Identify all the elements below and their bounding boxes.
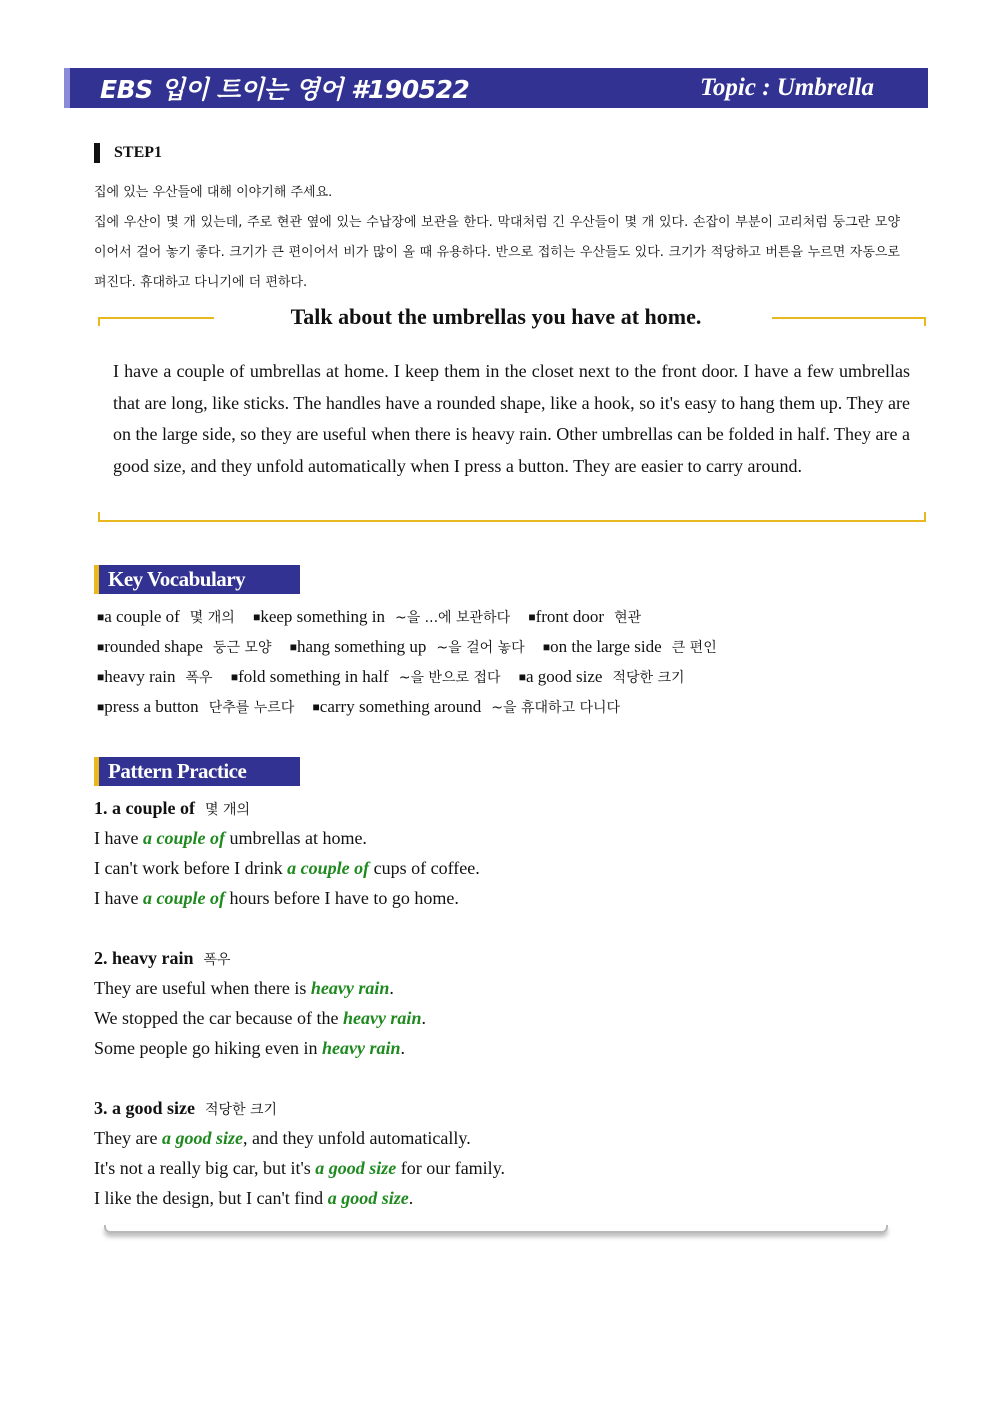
bullet-icon: ■ [230,670,239,684]
vocab-item [519,667,685,686]
sentence-text: I like the design, but I can't find [94,1188,328,1208]
vocab-en: hang something up [296,637,427,656]
sentence-text: I have [94,828,143,848]
pattern-sentence [94,823,480,853]
vocab-ko: ~을 ...에 보관하다 [394,610,511,626]
pattern-group [94,1093,505,1213]
pattern-heading [94,1093,505,1123]
pattern-number: 1. [94,798,108,818]
sentence-text: for our family. [396,1158,506,1178]
bullet-icon: ■ [542,640,551,654]
vocab-line [97,662,731,692]
vocab-ko: 현관 [614,610,642,626]
vocab-item [97,667,213,686]
sentence-text: umbrellas at home. [224,828,367,848]
pattern-heading [94,943,426,973]
pattern-ko: 적당한 크기 [205,1102,278,1118]
pattern-phrase: heavy rain [112,948,194,968]
vocab-ko: 큰 편인 [671,640,717,656]
bottom-divider [104,1225,888,1233]
highlight-phrase: a couple of [142,828,225,848]
pattern-ko: 몇 개의 [205,802,251,818]
pattern-sentence [94,883,480,913]
pattern-number: 3. [94,1098,108,1118]
sentence-text: We stopped the car because of the [94,1008,343,1028]
vocab-line [97,692,731,722]
sentence-text: cups of coffee. [369,858,480,878]
pattern-sentence [94,973,426,1003]
sentence-text: hours before I have to go home. [224,888,459,908]
vocab-en: a couple of [104,607,180,626]
step1-label: STEP1 [94,143,162,163]
topic-label: Topic : Umbrella [699,74,874,101]
vocab-en: keep something in [260,607,385,626]
vocab-en: heavy rain [104,667,176,686]
pattern-number: 2. [94,948,108,968]
vocab-item [528,607,641,626]
sentence-text: Some people go hiking even in [94,1038,322,1058]
korean-passage [94,178,900,298]
talk-box-bottom-line [98,520,926,522]
bullet-icon: ■ [528,610,536,624]
bullet-icon: ■ [253,610,261,624]
sentence-text: It's not a really big car, but it's [94,1158,316,1178]
vocab-item [290,637,525,656]
pattern-heading [94,793,480,823]
pattern-sentence [94,1033,426,1063]
pattern-sentence [94,1183,505,1213]
vocab-en: on the large side [550,637,662,656]
pattern-sentence [94,853,480,883]
bullet-icon: ■ [312,700,320,714]
highlight-phrase: heavy rain [342,1008,422,1028]
vocab-ko: 폭우 [185,670,213,686]
bullet-icon: ■ [289,640,297,654]
vocab-line [97,632,731,662]
sentence-text: . [421,1008,426,1028]
sentence-text: . [389,978,394,998]
vocab-ko: 둥근 모양 [212,640,272,656]
vocab-en: carry something around [319,697,482,716]
pattern-sentence [94,1153,505,1183]
highlight-phrase: a good size [327,1188,409,1208]
pattern-phrase: a good size [112,1098,195,1118]
header-bar [64,68,928,108]
korean-prompt: 집에 있는 우산들에 대해 이야기해 주세요. [94,185,333,200]
highlight-phrase: heavy rain [321,1038,401,1058]
vocab-item [97,607,235,626]
sentence-text: , and they unfold automatically. [242,1128,471,1148]
vocab-ko: ~을 휴대하고 다니다 [491,700,621,716]
vocab-item [253,607,510,626]
vocabulary-list [97,602,731,722]
highlight-phrase: a couple of [142,888,225,908]
model-answer: I have a couple of umbrellas at home. I keep them in the closet next to the front door. I have a few umbrellas that are long, like sticks. The handles have a rounded shape, like a hook, so it's easy to hang them up. They are on the large side, so they are useful when there is heavy rain. Other umbrellas can be folded in half. They are a good size, and they unfold automatically when I press a button. They are easier to carry around. [113,361,910,476]
sentence-text: I can't work before I drink [94,858,288,878]
vocab-en: a good size [526,667,603,686]
vocab-en: press a button [104,697,199,716]
vocab-en: rounded shape [104,637,203,656]
pattern-practice-heading: Pattern Practice [94,757,300,786]
pattern-group [94,793,480,913]
sentence-text: I have [94,888,143,908]
pattern-ko: 폭우 [203,952,231,968]
highlight-phrase: heavy rain [310,978,390,998]
highlight-phrase: a couple of [287,858,370,878]
pattern-sentence [94,1123,505,1153]
sentence-text: . [408,1188,414,1208]
bullet-icon: ■ [97,610,105,624]
sentence-text: . [400,1038,405,1058]
vocab-ko: 단추를 누르다 [208,700,295,716]
vocab-ko: ~을 반으로 접다 [398,670,501,686]
vocab-item [313,697,621,716]
vocab-item [231,667,501,686]
vocab-ko: 적당한 크기 [612,670,685,686]
sentence-text: They are useful when there is [94,978,311,998]
pattern-sentence [94,1003,426,1033]
vocab-item [97,637,271,656]
vocab-ko: 몇 개의 [189,610,235,626]
pattern-phrase: a couple of [112,798,195,818]
vocab-en: fold something in half [238,667,389,686]
vocab-line [97,602,731,632]
vocab-item [97,697,294,716]
document-title: EBS 입이 트이는 영어 #190522 [100,75,470,104]
bullet-icon: ■ [97,670,105,684]
highlight-phrase: a good size [315,1158,397,1178]
key-vocabulary-heading: Key Vocabulary [94,565,300,594]
bullet-icon: ■ [518,670,526,684]
talk-title: Talk about the umbrellas you have at home. [290,304,702,329]
bullet-icon: ■ [97,700,105,714]
sentence-text: They are [94,1128,162,1148]
vocab-en: front door [535,607,605,626]
talk-box-bottom-left-tick [98,512,100,522]
korean-text: 집에 우산이 몇 개 있는데, 주로 현관 옆에 있는 수납장에 보관을 한다. 막대처럼 긴 우산들이 몇 개 있다. 손잡이 부분이 고리처럼 둥그란 모양이어서 걸어 놓기 좋다. 크기가 큰 편이어서 비가 많이 올 때 유용하다. 반으로 접히는 우산들도 있다. 크기가 적당하고 버튼을 누르면 자동으로 펴진다. 휴대하고 다니기에 더 편하다. [94,215,900,290]
bullet-icon: ■ [97,640,105,654]
talk-box-bottom-right-tick [924,512,926,522]
vocab-item [543,637,717,656]
pattern-group [94,943,426,1063]
highlight-phrase: a good size [161,1128,243,1148]
vocab-ko: ~을 걸어 놓다 [436,640,525,656]
